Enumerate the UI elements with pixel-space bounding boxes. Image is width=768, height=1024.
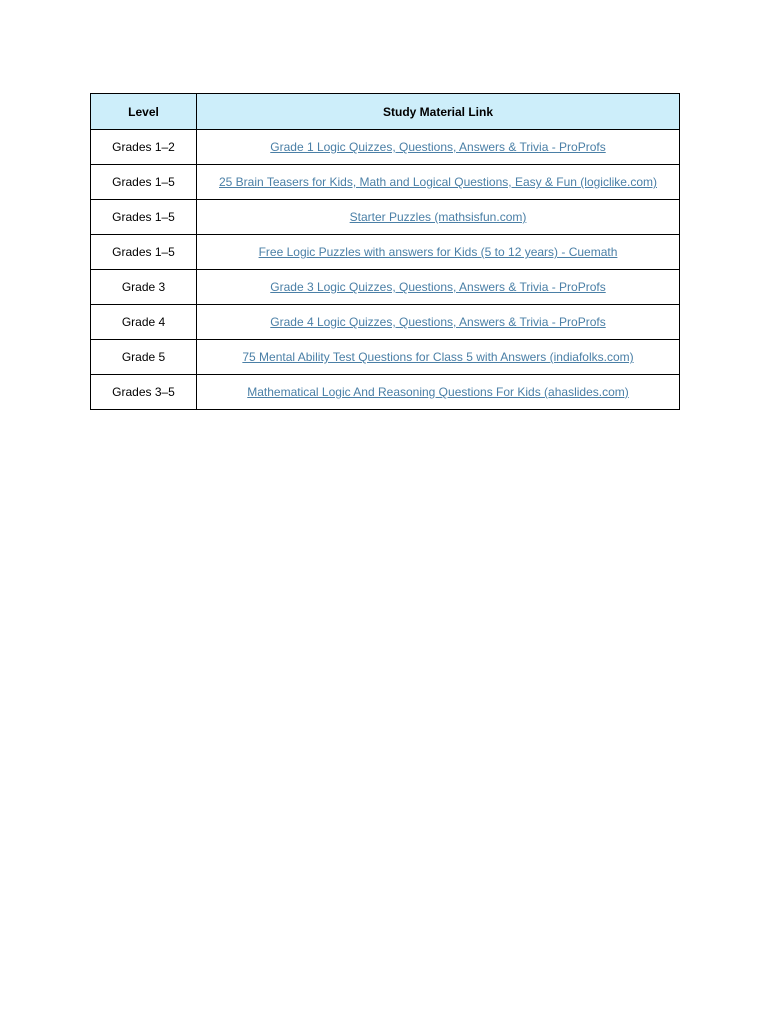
link-cell bbox=[197, 270, 680, 305]
study-material-link[interactable]: Mathematical Logic And Reasoning Questions For Kids (ahaslides.com) bbox=[247, 385, 629, 399]
table-row bbox=[91, 340, 680, 375]
table-row bbox=[91, 375, 680, 410]
level-cell: Grades 1–5 bbox=[91, 165, 197, 200]
study-material-link[interactable]: Free Logic Puzzles with answers for Kids (5 to 12 years) - Cuemath bbox=[258, 245, 618, 259]
table-row bbox=[91, 305, 680, 340]
header-level: Level bbox=[91, 94, 197, 130]
study-material-link[interactable]: Starter Puzzles (mathsisfun.com) bbox=[349, 210, 527, 224]
link-cell bbox=[197, 375, 680, 410]
link-cell bbox=[197, 200, 680, 235]
study-material-link[interactable]: Grade 4 Logic Quizzes, Questions, Answers & Trivia - ProProfs bbox=[270, 315, 606, 329]
study-materials-table bbox=[90, 93, 680, 410]
level-cell: Grade 5 bbox=[91, 340, 197, 375]
link-cell bbox=[197, 165, 680, 200]
study-material-link[interactable]: Grade 1 Logic Quizzes, Questions, Answers & Trivia - ProProfs bbox=[270, 140, 606, 154]
study-material-link[interactable]: Grade 3 Logic Quizzes, Questions, Answers & Trivia - ProProfs bbox=[270, 280, 606, 294]
level-cell: Grade 3 bbox=[91, 270, 197, 305]
study-material-link[interactable]: 25 Brain Teasers for Kids, Math and Logical Questions, Easy & Fun (logiclike.com) bbox=[219, 175, 657, 189]
table-row bbox=[91, 200, 680, 235]
table-header-row bbox=[91, 94, 680, 130]
table-row bbox=[91, 165, 680, 200]
header-study-material-link: Study Material Link bbox=[197, 94, 680, 130]
level-cell: Grades 1–5 bbox=[91, 235, 197, 270]
link-cell bbox=[197, 235, 680, 270]
level-cell: Grade 4 bbox=[91, 305, 197, 340]
link-cell bbox=[197, 340, 680, 375]
level-cell: Grades 1–2 bbox=[91, 130, 197, 165]
level-cell: Grades 3–5 bbox=[91, 375, 197, 410]
level-cell: Grades 1–5 bbox=[91, 200, 197, 235]
table-row bbox=[91, 235, 680, 270]
table-row bbox=[91, 130, 680, 165]
study-material-link[interactable]: 75 Mental Ability Test Questions for Class 5 with Answers (indiafolks.com) bbox=[242, 350, 634, 364]
table-row bbox=[91, 270, 680, 305]
link-cell bbox=[197, 130, 680, 165]
link-cell bbox=[197, 305, 680, 340]
